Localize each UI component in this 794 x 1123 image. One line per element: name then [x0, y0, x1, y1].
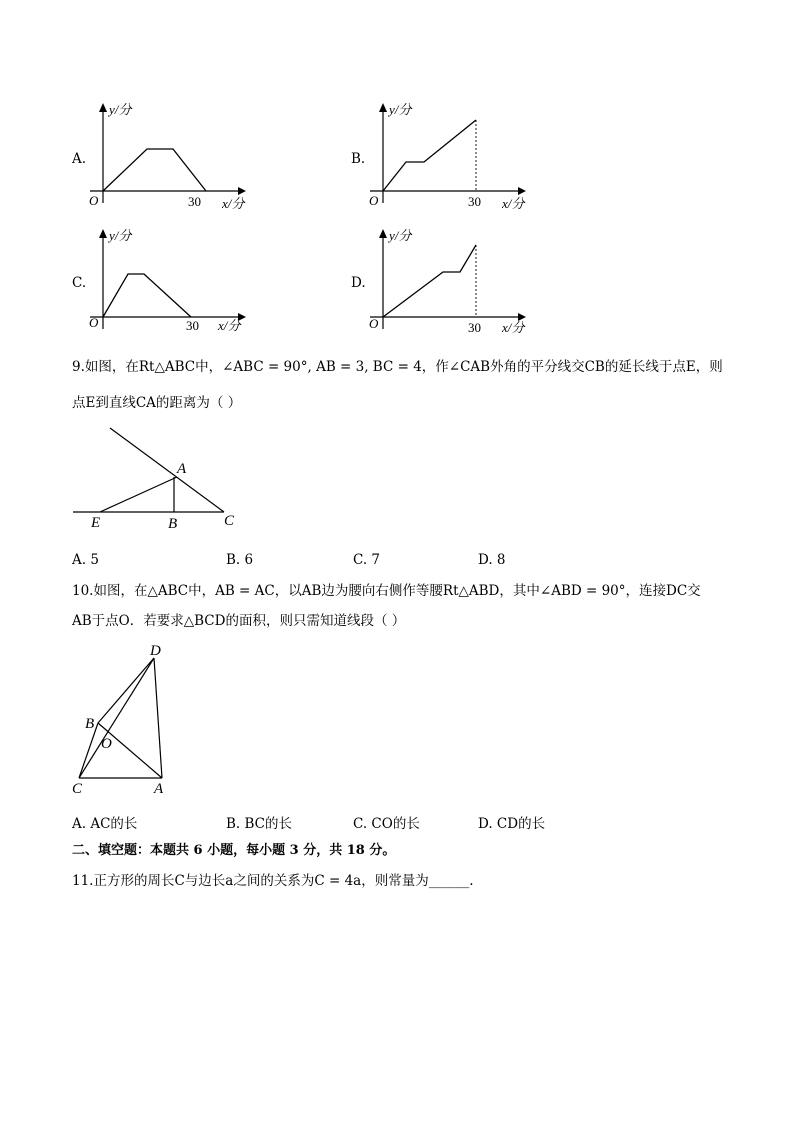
point-label-a: A [154, 781, 164, 797]
q9-option-c[interactable]: C. 7 [353, 552, 381, 568]
tick-label-30: 30 [468, 320, 481, 335]
point-label-a: A [177, 461, 187, 477]
graph-b [360, 98, 535, 213]
q10-option-c[interactable]: C. CO的长 [353, 816, 420, 832]
point-label-d: D [150, 643, 161, 659]
graph-line [383, 120, 476, 191]
q11-text: 11.正方形的周长C与边长a之间的关系为C = 4a，则常量为______. [72, 873, 474, 889]
graph-a [80, 98, 255, 213]
y-axis-label: y/分 [389, 228, 412, 243]
y-axis-label: y/分 [109, 228, 132, 243]
origin-label: O [89, 193, 99, 208]
x-axis-arrow-icon [238, 187, 246, 195]
point-label-c: C [224, 513, 235, 529]
option-label-a: A. [72, 151, 87, 167]
point-label-e: E [91, 515, 101, 531]
origin-label: O [369, 193, 379, 208]
q9-figure [60, 420, 250, 535]
y-axis-arrow-icon [379, 103, 387, 112]
tick-label-30: 30 [186, 318, 199, 333]
q9-text-line2: 点E到直线CA的距离为（ ） [72, 395, 242, 411]
q9-text-line1: 9.如图，在Rt△ABC中，∠ABC = 90°, AB = 3, BC = 4，作∠CAB外角的平分线交CB的延长线于点E，则 [72, 359, 723, 375]
x-axis-label: x/分 [502, 320, 525, 335]
tick-label-30: 30 [468, 194, 481, 209]
tick-label-30: 30 [188, 194, 201, 209]
point-label-o: O [101, 736, 112, 752]
x-axis-label: x/分 [502, 196, 525, 211]
y-axis-arrow-icon [99, 103, 107, 112]
x-axis-label: x/分 [222, 196, 245, 211]
segment-ea [100, 477, 177, 512]
point-label-b: B [85, 716, 95, 732]
origin-label: O [369, 316, 379, 331]
q9-option-a[interactable]: A. 5 [72, 552, 99, 568]
segment-da [154, 658, 162, 778]
q10-text-line1: 10.如图，在△ABC中，AB = AC，以AB边为腰向右侧作等腰Rt△ABD，其中∠ABD = 90°，连接DC交 [72, 583, 701, 599]
q10-option-b[interactable]: B. BC的长 [226, 816, 293, 832]
q10-option-a[interactable]: A. AC的长 [72, 816, 138, 832]
q9-option-b[interactable]: B. 6 [226, 552, 254, 568]
graph-line [103, 274, 191, 317]
section-heading-fill-in: 二、填空题：本题共 6 小题，每小题 3 分，共 18 分。 [72, 843, 396, 858]
y-axis-arrow-icon [99, 229, 107, 238]
y-axis-arrow-icon [379, 229, 387, 238]
point-label-c: C [72, 781, 83, 797]
graph-c [80, 224, 255, 339]
q10-text-line2: AB于点O．若要求△BCD的面积，则只需知道线段（ ） [72, 613, 406, 629]
x-axis-arrow-icon [518, 187, 526, 195]
graph-line [103, 149, 206, 191]
graph-d [360, 224, 535, 339]
segment-bd [98, 658, 154, 723]
option-label-c: C. [72, 275, 87, 291]
option-label-d: D. [351, 275, 366, 291]
y-axis-label: y/分 [389, 102, 412, 117]
q9-option-d[interactable]: D. 8 [478, 552, 506, 568]
q10-option-d[interactable]: D. CD的长 [478, 816, 546, 832]
q10-figure [65, 640, 185, 800]
y-axis-label: y/分 [109, 102, 132, 117]
graph-line [383, 245, 476, 317]
point-label-b: B [168, 516, 178, 532]
x-axis-label: x/分 [218, 318, 241, 333]
origin-label: O [89, 315, 99, 330]
option-label-b: B. [351, 151, 366, 167]
